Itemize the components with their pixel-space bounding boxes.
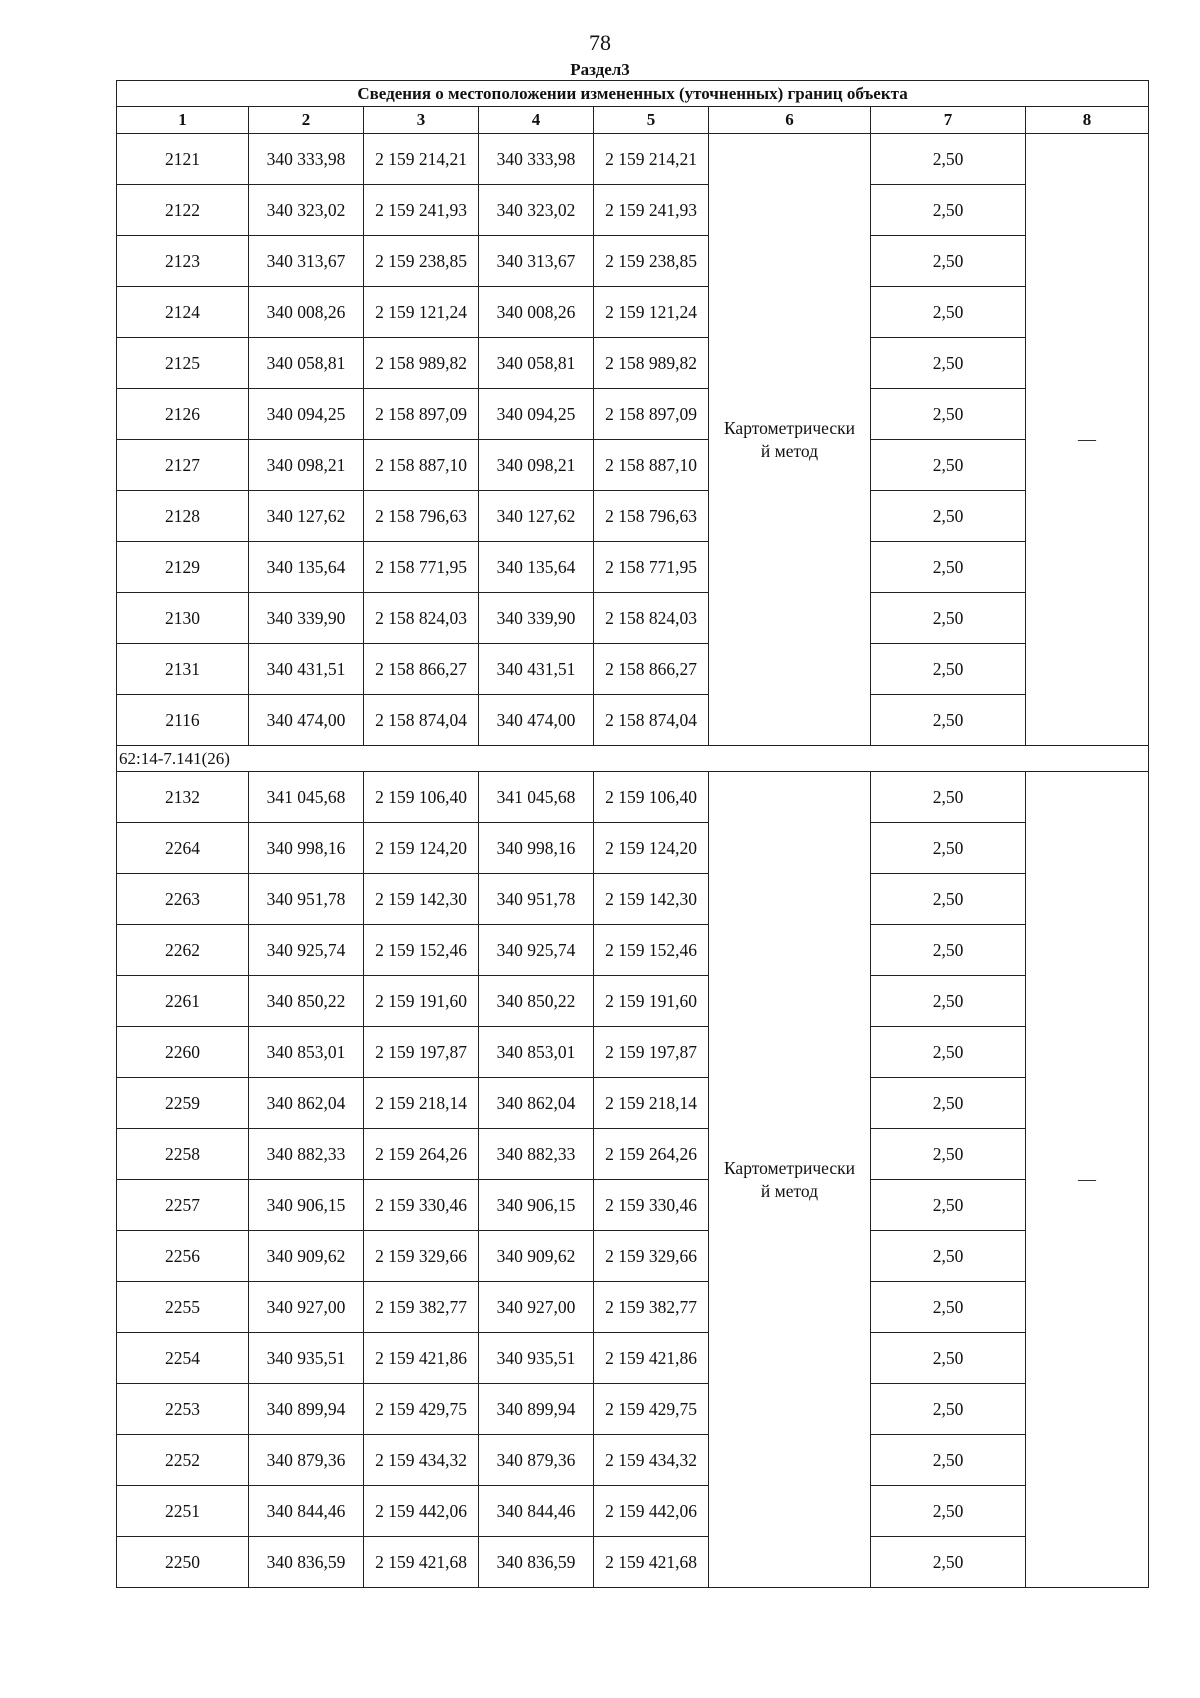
point-number-cell: 2257 [117,1180,249,1231]
point-number-cell: 2254 [117,1333,249,1384]
x-new-cell: 340 127,62 [479,491,594,542]
accuracy-cell: 2,50 [871,1180,1026,1231]
point-number-cell: 2260 [117,1027,249,1078]
table-row [117,389,1149,440]
x-old-cell: 340 899,94 [249,1384,364,1435]
x-new-cell: 340 899,94 [479,1384,594,1435]
table-row [117,185,1149,236]
x-new-cell: 340 008,26 [479,287,594,338]
table-row [117,1027,1149,1078]
accuracy-cell: 2,50 [871,1129,1026,1180]
point-number-cell: 2122 [117,185,249,236]
x-old-cell: 340 339,90 [249,593,364,644]
y-old-cell: 2 158 796,63 [364,491,479,542]
accuracy-cell: 2,50 [871,1384,1026,1435]
x-old-cell: 340 882,33 [249,1129,364,1180]
point-number-cell: 2123 [117,236,249,287]
y-old-cell: 2 159 241,93 [364,185,479,236]
y-new-cell: 2 159 264,26 [594,1129,709,1180]
y-old-cell: 2 159 106,40 [364,772,479,823]
accuracy-cell: 2,50 [871,338,1026,389]
accuracy-cell: 2,50 [871,1027,1026,1078]
x-old-cell: 340 951,78 [249,874,364,925]
y-new-cell: 2 159 218,14 [594,1078,709,1129]
y-old-cell: 2 159 330,46 [364,1180,479,1231]
accuracy-cell: 2,50 [871,1333,1026,1384]
x-new-cell: 341 045,68 [479,772,594,823]
x-new-cell: 340 927,00 [479,1282,594,1333]
table-row [117,338,1149,389]
table-row [117,976,1149,1027]
y-new-cell: 2 159 330,46 [594,1180,709,1231]
column-header: 8 [1026,107,1149,134]
y-old-cell: 2 159 421,68 [364,1537,479,1588]
y-new-cell: 2 158 897,09 [594,389,709,440]
point-number-cell: 2127 [117,440,249,491]
y-new-cell: 2 159 329,66 [594,1231,709,1282]
parcel-row [117,746,1149,772]
y-new-cell: 2 159 152,46 [594,925,709,976]
table-row [117,1231,1149,1282]
x-new-cell: 340 909,62 [479,1231,594,1282]
y-old-cell: 2 158 824,03 [364,593,479,644]
y-new-cell: 2 159 121,24 [594,287,709,338]
accuracy-cell: 2,50 [871,1078,1026,1129]
table-row [117,1180,1149,1231]
column-header: 3 [364,107,479,134]
accuracy-cell: 2,50 [871,823,1026,874]
x-old-cell: 340 323,02 [249,185,364,236]
point-number-cell: 2262 [117,925,249,976]
x-new-cell: 340 098,21 [479,440,594,491]
x-new-cell: 340 094,25 [479,389,594,440]
point-number-cell: 2121 [117,134,249,185]
y-new-cell: 2 158 824,03 [594,593,709,644]
x-new-cell: 340 906,15 [479,1180,594,1231]
y-new-cell: 2 159 434,32 [594,1435,709,1486]
point-number-cell: 2251 [117,1486,249,1537]
x-old-cell: 340 094,25 [249,389,364,440]
y-new-cell: 2 158 874,04 [594,695,709,746]
y-new-cell: 2 158 887,10 [594,440,709,491]
x-new-cell: 340 313,67 [479,236,594,287]
accuracy-cell: 2,50 [871,874,1026,925]
y-new-cell: 2 159 214,21 [594,134,709,185]
column-header: 7 [871,107,1026,134]
point-number-cell: 2255 [117,1282,249,1333]
y-old-cell: 2 159 142,30 [364,874,479,925]
x-old-cell: 340 850,22 [249,976,364,1027]
x-new-cell: 340 135,64 [479,542,594,593]
x-old-cell: 340 909,62 [249,1231,364,1282]
y-old-cell: 2 159 329,66 [364,1231,479,1282]
column8-cell: — [1026,772,1149,1588]
y-old-cell: 2 159 124,20 [364,823,479,874]
point-number-cell: 2129 [117,542,249,593]
y-old-cell: 2 158 897,09 [364,389,479,440]
y-old-cell: 2 158 887,10 [364,440,479,491]
page-number: 78 [589,30,611,55]
point-number-cell: 2128 [117,491,249,542]
y-old-cell: 2 159 152,46 [364,925,479,976]
point-number-cell: 2261 [117,976,249,1027]
y-new-cell: 2 158 866,27 [594,644,709,695]
x-new-cell: 340 058,81 [479,338,594,389]
y-new-cell: 2 158 771,95 [594,542,709,593]
accuracy-cell: 2,50 [871,1435,1026,1486]
column-header-row [117,107,1149,134]
y-new-cell: 2 159 421,86 [594,1333,709,1384]
x-old-cell: 340 474,00 [249,695,364,746]
accuracy-cell: 2,50 [871,644,1026,695]
table-row [117,491,1149,542]
y-new-cell: 2 159 442,06 [594,1486,709,1537]
table-body [117,81,1149,1588]
y-old-cell: 2 159 191,60 [364,976,479,1027]
y-new-cell: 2 159 421,68 [594,1537,709,1588]
table-row [117,1333,1149,1384]
table-row [117,644,1149,695]
point-number-cell: 2116 [117,695,249,746]
accuracy-cell: 2,50 [871,491,1026,542]
column-header: 2 [249,107,364,134]
point-number-cell: 2124 [117,287,249,338]
y-old-cell: 2 159 218,14 [364,1078,479,1129]
x-new-cell: 340 836,59 [479,1537,594,1588]
method-text-line2: й метод [760,440,819,461]
y-old-cell: 2 159 442,06 [364,1486,479,1537]
y-old-cell: 2 159 421,86 [364,1333,479,1384]
accuracy-cell: 2,50 [871,976,1026,1027]
x-old-cell: 341 045,68 [249,772,364,823]
x-old-cell: 340 998,16 [249,823,364,874]
y-new-cell: 2 159 106,40 [594,772,709,823]
x-old-cell: 340 935,51 [249,1333,364,1384]
table-row [117,134,1149,185]
table-row [117,1129,1149,1180]
y-old-cell: 2 158 874,04 [364,695,479,746]
x-old-cell: 340 853,01 [249,1027,364,1078]
y-old-cell: 2 159 434,32 [364,1435,479,1486]
table-row [117,1282,1149,1333]
x-old-cell: 340 431,51 [249,644,364,695]
x-new-cell: 340 339,90 [479,593,594,644]
x-new-cell: 340 951,78 [479,874,594,925]
point-number-cell: 2263 [117,874,249,925]
table-caption: Сведения о местоположении измененных (уточненных) границ объекта [117,81,1149,107]
table-row [117,1384,1149,1435]
table-row [117,593,1149,644]
method-cell [709,134,871,746]
method-text-line2: й метод [760,1180,819,1201]
accuracy-cell: 2,50 [871,134,1026,185]
table-row [117,925,1149,976]
point-number-cell: 2132 [117,772,249,823]
y-new-cell: 2 159 241,93 [594,185,709,236]
y-new-cell: 2 159 238,85 [594,236,709,287]
point-number-cell: 2125 [117,338,249,389]
table-row [117,1537,1149,1588]
y-old-cell: 2 159 264,26 [364,1129,479,1180]
section-title: Раздел3 [570,60,630,79]
accuracy-cell: 2,50 [871,772,1026,823]
point-number-cell: 2252 [117,1435,249,1486]
y-new-cell: 2 159 382,77 [594,1282,709,1333]
x-new-cell: 340 853,01 [479,1027,594,1078]
point-number-cell: 2250 [117,1537,249,1588]
table-row [117,236,1149,287]
y-new-cell: 2 159 429,75 [594,1384,709,1435]
x-old-cell: 340 127,62 [249,491,364,542]
accuracy-cell: 2,50 [871,287,1026,338]
x-old-cell: 340 925,74 [249,925,364,976]
x-new-cell: 340 844,46 [479,1486,594,1537]
accuracy-cell: 2,50 [871,1282,1026,1333]
x-new-cell: 340 862,04 [479,1078,594,1129]
accuracy-cell: 2,50 [871,1231,1026,1282]
coordinates-table [116,80,1149,1588]
x-old-cell: 340 844,46 [249,1486,364,1537]
x-old-cell: 340 135,64 [249,542,364,593]
x-new-cell: 340 882,33 [479,1129,594,1180]
y-old-cell: 2 159 382,77 [364,1282,479,1333]
accuracy-cell: 2,50 [871,236,1026,287]
table-row [117,695,1149,746]
point-number-cell: 2131 [117,644,249,695]
method-cell [709,772,871,1588]
y-old-cell: 2 158 771,95 [364,542,479,593]
y-old-cell: 2 159 214,21 [364,134,479,185]
table-row [117,1078,1149,1129]
table-caption-row [117,81,1149,107]
x-old-cell: 340 927,00 [249,1282,364,1333]
y-new-cell: 2 159 124,20 [594,823,709,874]
accuracy-cell: 2,50 [871,1537,1026,1588]
x-new-cell: 340 333,98 [479,134,594,185]
column8-cell: — [1026,134,1149,746]
method-text-line1: Картометрически [723,417,856,438]
accuracy-cell: 2,50 [871,695,1026,746]
table-row [117,1486,1149,1537]
point-number-cell: 2126 [117,389,249,440]
accuracy-cell: 2,50 [871,185,1026,236]
y-old-cell: 2 159 429,75 [364,1384,479,1435]
x-old-cell: 340 879,36 [249,1435,364,1486]
y-old-cell: 2 159 197,87 [364,1027,479,1078]
table-row [117,542,1149,593]
x-old-cell: 340 313,67 [249,236,364,287]
x-old-cell: 340 058,81 [249,338,364,389]
point-number-cell: 2264 [117,823,249,874]
y-old-cell: 2 159 121,24 [364,287,479,338]
table-row [117,1435,1149,1486]
y-new-cell: 2 158 989,82 [594,338,709,389]
x-new-cell: 340 474,00 [479,695,594,746]
point-number-cell: 2253 [117,1384,249,1435]
accuracy-cell: 2,50 [871,925,1026,976]
accuracy-cell: 2,50 [871,389,1026,440]
accuracy-cell: 2,50 [871,593,1026,644]
point-number-cell: 2259 [117,1078,249,1129]
x-old-cell: 340 098,21 [249,440,364,491]
parcel-number: 62:14-7.141(26) [117,746,1149,772]
accuracy-cell: 2,50 [871,542,1026,593]
table-row [117,823,1149,874]
accuracy-cell: 2,50 [871,440,1026,491]
x-new-cell: 340 323,02 [479,185,594,236]
y-new-cell: 2 158 796,63 [594,491,709,542]
y-new-cell: 2 159 191,60 [594,976,709,1027]
column-header: 6 [709,107,871,134]
y-new-cell: 2 159 197,87 [594,1027,709,1078]
accuracy-cell: 2,50 [871,1486,1026,1537]
x-new-cell: 340 431,51 [479,644,594,695]
x-new-cell: 340 925,74 [479,925,594,976]
x-old-cell: 340 008,26 [249,287,364,338]
column-header: 5 [594,107,709,134]
column-header: 1 [117,107,249,134]
table-row [117,874,1149,925]
x-old-cell: 340 906,15 [249,1180,364,1231]
y-new-cell: 2 159 142,30 [594,874,709,925]
y-old-cell: 2 158 989,82 [364,338,479,389]
point-number-cell: 2130 [117,593,249,644]
x-old-cell: 340 862,04 [249,1078,364,1129]
point-number-cell: 2258 [117,1129,249,1180]
x-new-cell: 340 879,36 [479,1435,594,1486]
x-new-cell: 340 935,51 [479,1333,594,1384]
x-old-cell: 340 836,59 [249,1537,364,1588]
point-number-cell: 2256 [117,1231,249,1282]
x-new-cell: 340 998,16 [479,823,594,874]
x-new-cell: 340 850,22 [479,976,594,1027]
y-old-cell: 2 159 238,85 [364,236,479,287]
x-old-cell: 340 333,98 [249,134,364,185]
column-header: 4 [479,107,594,134]
method-text-line1: Картометрически [723,1157,856,1178]
table-row [117,287,1149,338]
y-old-cell: 2 158 866,27 [364,644,479,695]
table-row [117,440,1149,491]
table-row [117,772,1149,823]
